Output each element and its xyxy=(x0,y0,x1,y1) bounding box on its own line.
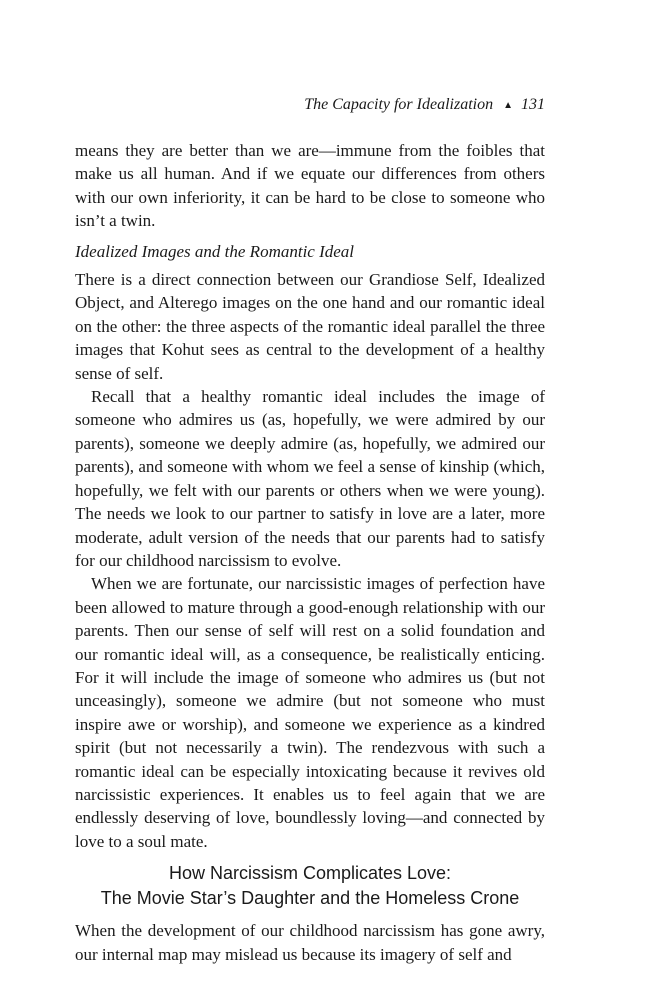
section-title-line2: The Movie Star’s Daughter and the Homeless Crone xyxy=(100,888,520,909)
running-head xyxy=(304,96,545,114)
paragraph-awry: When the development of our childhood narcissism has gone awry, our internal map may mislead us because its imagery of self and xyxy=(75,921,545,964)
running-head-title: The Capacity for Idealization xyxy=(304,96,494,113)
paragraph-intro: There is a direct connection between our Grandiose Self, Idealized Object, and Alterego images on the one hand and our romantic ideal on the other: the three aspects of the romantic ideal parallel the three images that Kohut sees as central to the development of a healthy sense of self. xyxy=(75,270,545,383)
subheading: Idealized Images and the Romantic Ideal xyxy=(75,241,355,261)
section-title-line1: How Narcissism Complicates Love: xyxy=(168,863,452,884)
paragraph-continuation: means they are better than we are—immune from the foibles that make us all human. And if we equate our differences from others with our own inferiority, it can be hard to be close to someone who isn’t a twin. xyxy=(75,141,545,231)
section-title xyxy=(75,861,545,911)
paragraph-fortunate: When we are fortunate, our narcissistic images of perfection have been allowed to mature through a good-enough relationship with our parents. Then our sense of self will rest on a solid foundation and our romantic ideal will, as a consequence, be realistically enticing. For it will include the image of someone who admires us (but not unceasingly), someone we admire (but not someone who must inspire awe or worship), and someone we experience as a kindred spirit (but not necessarily a twin). The rendezvous with such a romantic ideal can be especially intoxicating because it revives old narcissistic experiences. It enables us to feel again that we are endlessly deserving of love, boundlessly loving—and connected by love to a soul mate. xyxy=(75,574,545,851)
paragraph-recall: Recall that a healthy romantic ideal includes the image of someone who admires us (as, hopefully, we were admired by our parents), someone we deeply admire (as, hopefully, we admired our parents), and someone with whom we feel a sense of kinship (which, hopefully, we felt with our parents or others when we were young). The needs we look to our partner to satisfy in love are a later, more moderate, adult version of the needs that our parents had to satisfy for our childhood narcissism to evolve. xyxy=(75,387,545,570)
body-text xyxy=(75,139,545,966)
triangle-marker-icon: ▲ xyxy=(503,100,513,111)
page-number: 131 xyxy=(521,96,545,113)
